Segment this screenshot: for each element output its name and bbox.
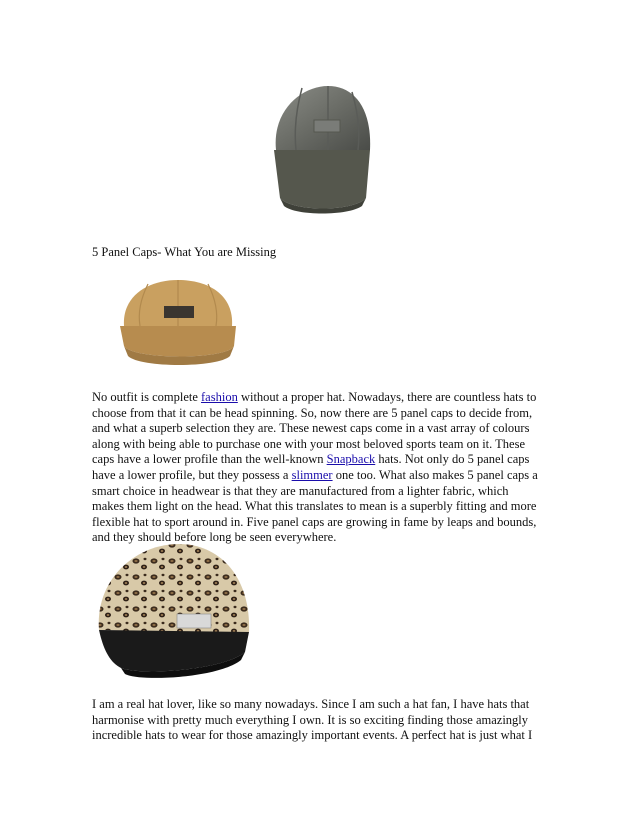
paragraph-line: along with being able to purchase one with your most beloved sports team on it. These bbox=[92, 436, 526, 451]
paragraph-line: incredible hats to wear for those amazingly important events. A perfect hat is just what I bbox=[92, 728, 533, 743]
text-span: caps have a lower profile than the well-known bbox=[92, 452, 327, 467]
paragraph-line bbox=[92, 468, 552, 484]
paragraph-line: choose from that it can be head spinning. So, now there are 5 panel caps to decide from, bbox=[92, 405, 533, 420]
paragraph-line: makes them light on the head. What this translates to mean is a superbly fitting and more bbox=[92, 499, 537, 514]
paragraph-line: and what a superb selection they are. These newest caps come in a vast array of colours bbox=[92, 421, 530, 436]
paragraph-line: and they should before long be seen everywhere. bbox=[92, 530, 337, 545]
paragraph-line: smart choice in headwear is that they are manufactured from a lighter fabric, which bbox=[92, 483, 509, 498]
paragraph-line bbox=[92, 390, 552, 406]
grey-cap-image bbox=[262, 80, 380, 216]
paragraph-line bbox=[92, 452, 552, 468]
paragraph-line: I am a real hat lover, like so many nowadays. Since I am such a hat fan, I have hats that bbox=[92, 697, 530, 711]
article-title: 5 Panel Caps- What You are Missing bbox=[92, 245, 277, 259]
fashion-link[interactable]: fashion bbox=[201, 390, 238, 404]
text-span: have a lower profile, but they possess a bbox=[92, 467, 292, 482]
paragraph-2 bbox=[92, 697, 552, 744]
text-span: without a proper hat. Nowadays, there are countless hats to bbox=[237, 390, 537, 404]
slimmer-link[interactable]: slimmer bbox=[291, 467, 333, 482]
text-span: hats. Not only do 5 panel caps bbox=[375, 452, 530, 467]
text-span: No outfit is complete bbox=[92, 390, 202, 404]
paragraph-line: harmonise with pretty much everything I own. It is so exciting finding those amazingly bbox=[92, 712, 529, 727]
leopard-cap-image bbox=[95, 540, 255, 680]
paragraph-1 bbox=[92, 390, 552, 546]
snapback-link[interactable]: Snapback bbox=[326, 452, 376, 467]
tan-cap-image bbox=[118, 276, 238, 370]
paragraph-line: flexible hat to sport around in. Five panel caps are growing in fame by leaps and bounds, bbox=[92, 514, 537, 529]
text-span: one too. What also makes 5 panel caps a bbox=[332, 467, 538, 482]
